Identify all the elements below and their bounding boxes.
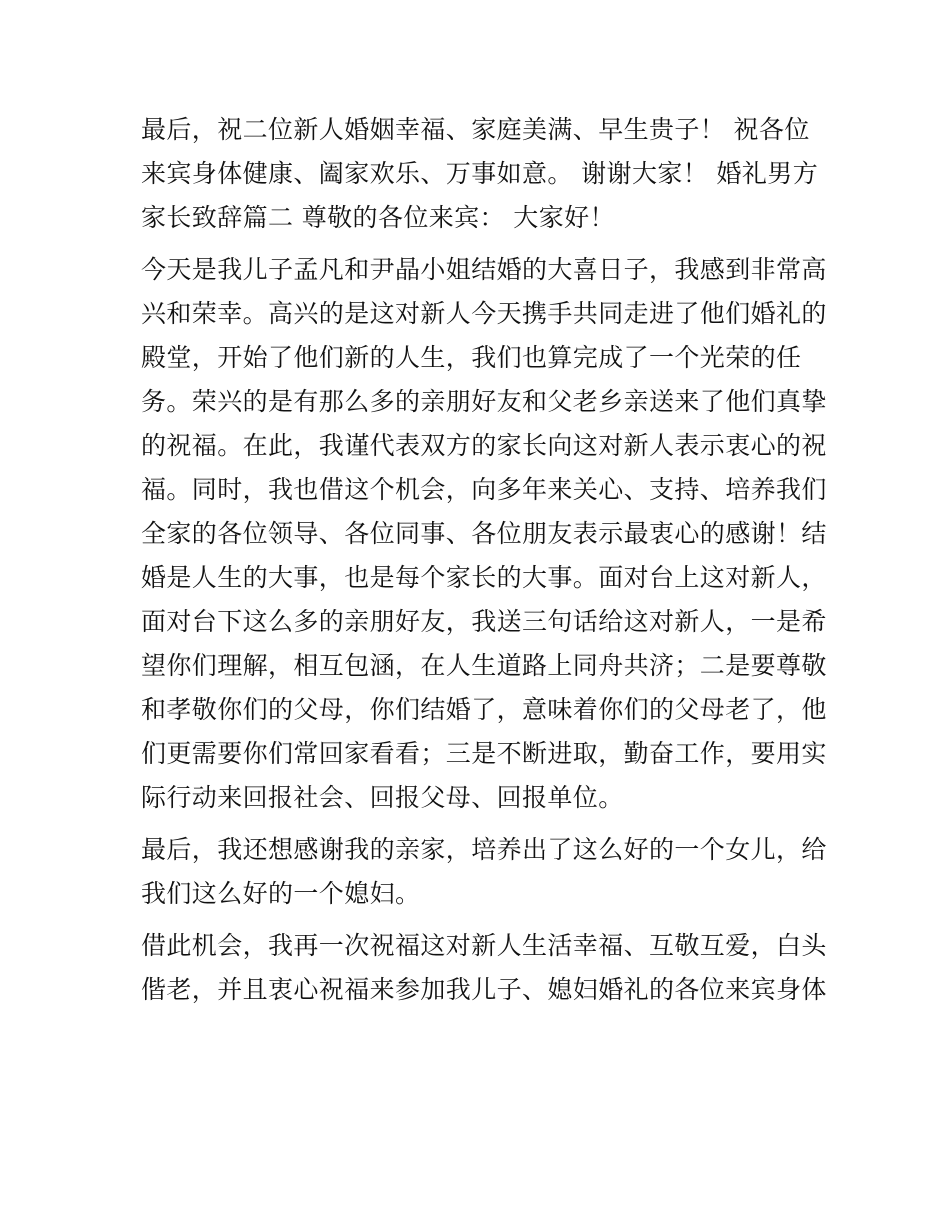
text-line: 兴和荣幸。高兴的是这对新人今天携手共同走进了他们婚礼的 bbox=[141, 299, 827, 328]
text-line: 殿堂，开始了他们新的人生，我们也算完成了一个光荣的任 bbox=[141, 343, 802, 372]
text-line: 和孝敬你们的父母，你们结婚了，意味着你们的父母老了，他 bbox=[141, 695, 827, 724]
text-line: 最后，我还想感谢我的亲家，培养出了这么好的一个女儿，给 bbox=[141, 835, 827, 864]
text-line: 面对台下这么多的亲朋好友，我送三句话给这对新人，一是希 bbox=[141, 607, 827, 636]
text-line: 们更需要你们常回家看看；三是不断进取，勤奋工作，要用实 bbox=[141, 739, 827, 768]
text-line: 望你们理解，相互包涵，在人生道路上同舟共济；二是要尊敬 bbox=[141, 651, 827, 680]
document-body bbox=[141, 108, 827, 1012]
text-line: 婚是人生的大事，也是每个家长的大事。面对台上这对新人， bbox=[141, 563, 827, 592]
text-line: 全家的各位领导、各位同事、各位朋友表示最衷心的感谢！结 bbox=[141, 519, 827, 548]
text-line: 今天是我儿子孟凡和尹晶小姐结婚的大喜日子，我感到非常高 bbox=[141, 255, 827, 284]
text-line: 福。同时，我也借这个机会，向多年来关心、支持、培养我们 bbox=[141, 475, 827, 504]
text-line: 来宾身体健康、阖家欢乐、万事如意。 谢谢大家！ 婚礼男方 bbox=[141, 159, 819, 188]
text-line: 的祝福。在此，我谨代表双方的家长向这对新人表示衷心的祝 bbox=[141, 431, 827, 460]
text-line: 最后，祝二位新人婚姻幸福、家庭美满、早生贵子！ 祝各位 bbox=[141, 115, 810, 144]
text-line: 务。荣兴的是有那么多的亲朋好友和父老乡亲送来了他们真挚 bbox=[141, 387, 827, 416]
text-line: 家长致辞篇二 尊敬的各位来宾： 大家好！ bbox=[141, 203, 615, 232]
text-line: 偕老，并且衷心祝福来参加我儿子、媳妇婚礼的各位来宾身体 bbox=[141, 975, 827, 1004]
text-line: 借此机会，我再一次祝福这对新人生活幸福、互敬互爱，白头 bbox=[141, 931, 827, 960]
text-line: 际行动来回报社会、回报父母、回报单位。 bbox=[141, 783, 624, 812]
text-line: 我们这么好的一个媳妇。 bbox=[141, 879, 421, 908]
